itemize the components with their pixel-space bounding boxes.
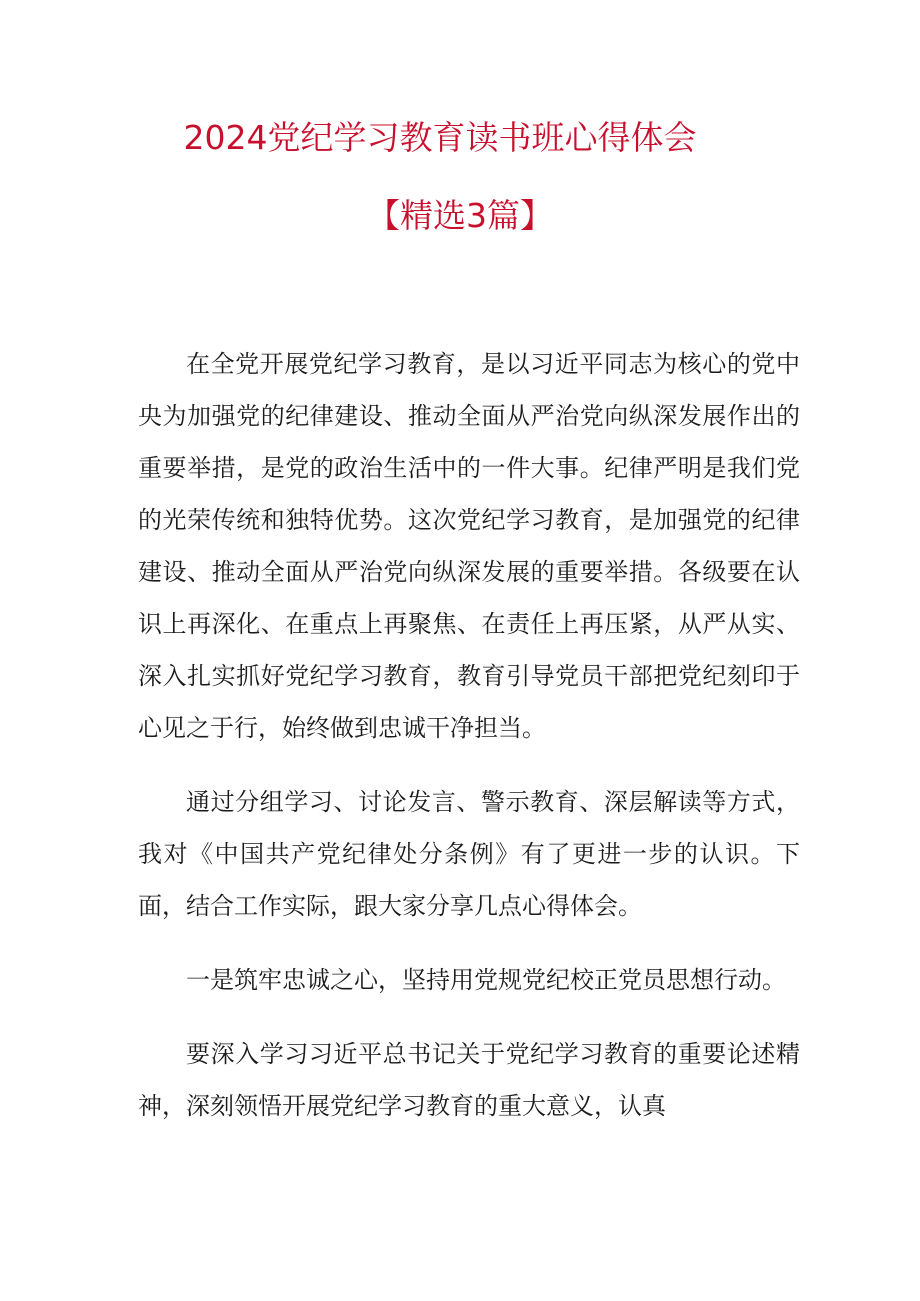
document-body: [138, 338, 800, 1154]
paragraph-point-one: 一是筑牢忠诚之心，坚持用党规党纪校正党员思想行动。: [186, 966, 786, 994]
document-title: 2024党纪学习教育读书班心得体会: [183, 118, 697, 157]
paragraph-methods: 通过分组学习、讨论发言、警示教育、深层解读等方式，我对《中国共产党纪律处分条例》有了更进一步的认识。下面，结合工作实际，跟大家分享几点心得体会。: [138, 788, 800, 920]
paragraph-study: 要深入学习习近平总书记关于党纪学习教育的重要论述精神，深刻领悟开展党纪学习教育的重大意义，认真: [138, 1040, 800, 1120]
document-subtitle: 【精选3篇】: [367, 196, 553, 235]
paragraph-intro: 在全党开展党纪学习教育，是以习近平同志为核心的党中央为加强党的纪律建设、推动全面从严治党向纵深发展作出的重要举措，是党的政治生活中的一件大事。纪律严明是我们党的光荣传统和独特优势。这次党纪学习教育，是加强党的纪律建设、推动全面从严治党向纵深发展的重要举措。各级要在认识上再深化、在重点上再聚焦、在责任上再压紧，从严从实、深入扎实抓好党纪学习教育，教育引导党员干部把党纪刻印于心见之于行，始终做到忠诚干净担当。: [138, 350, 800, 742]
